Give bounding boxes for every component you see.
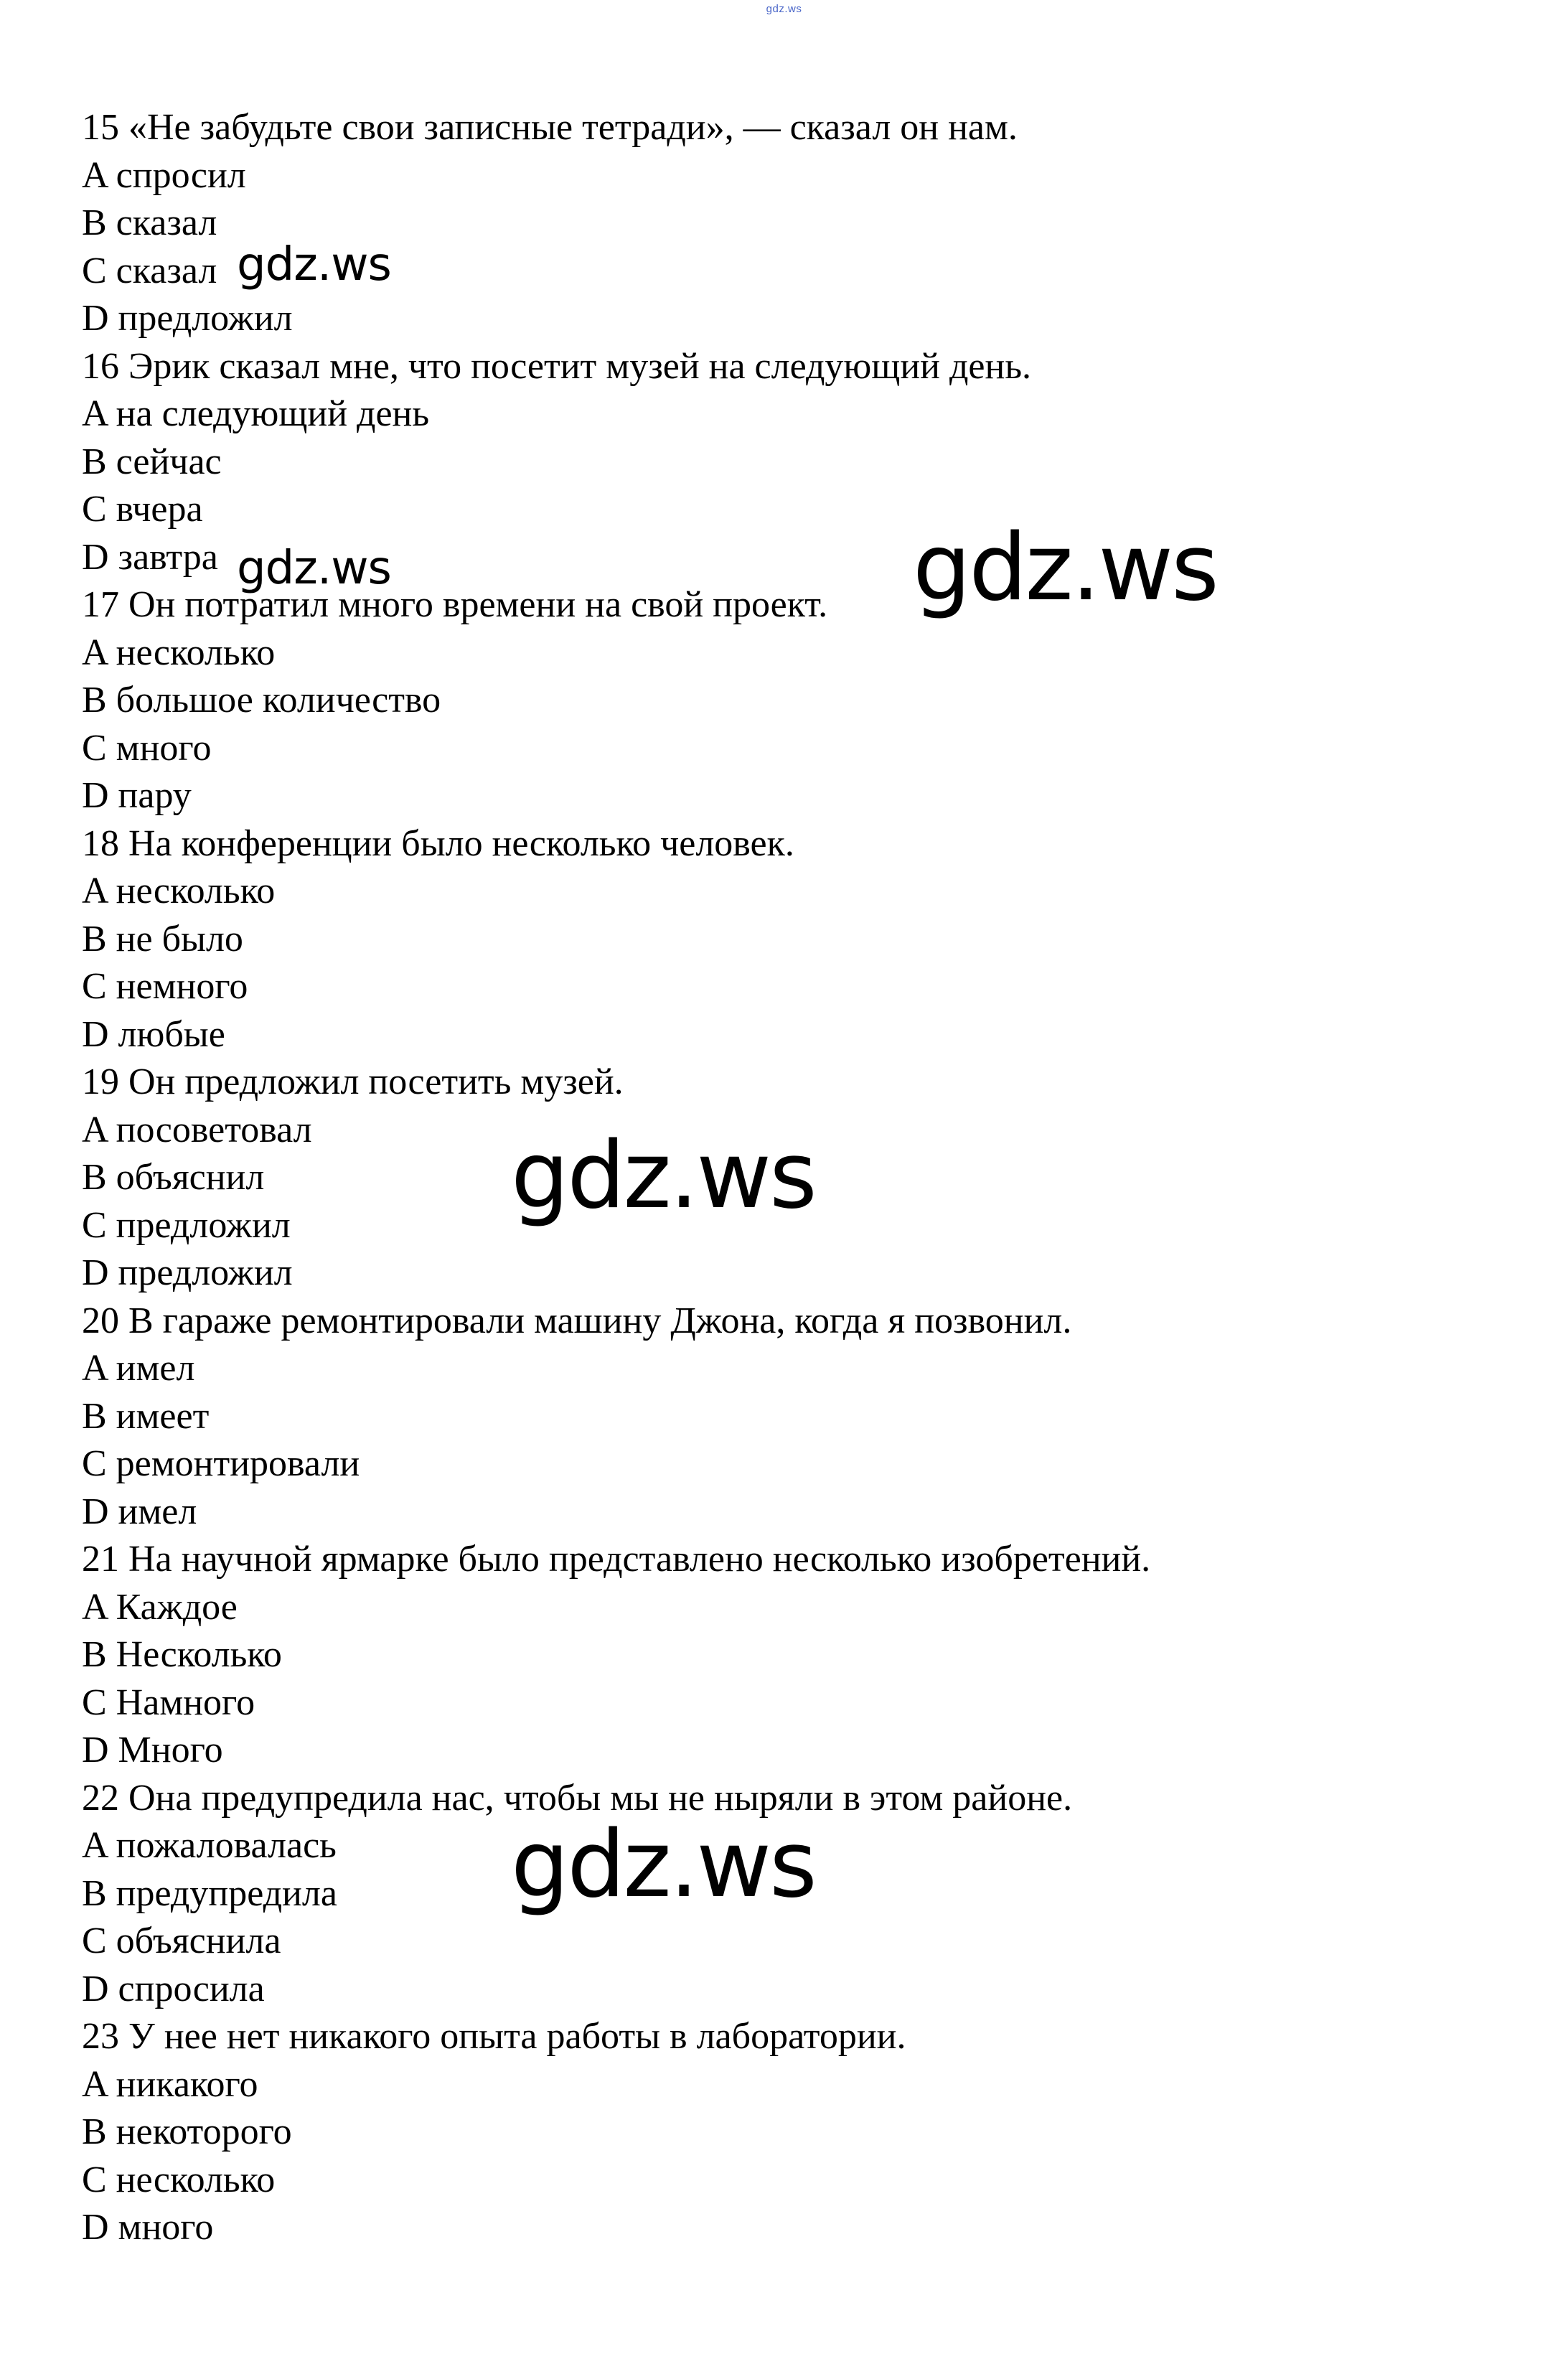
answer-option: B имеет bbox=[82, 1395, 210, 1437]
answer-option: D много bbox=[82, 2207, 214, 2248]
answer-option: A никакого bbox=[82, 2063, 258, 2105]
answer-option: B объяснил bbox=[82, 1157, 265, 1198]
answer-option: B большое количество bbox=[82, 680, 441, 721]
answer-option: B сказал bbox=[82, 202, 217, 243]
answer-option: D пару bbox=[82, 775, 192, 816]
answer-option: A спросил bbox=[82, 154, 246, 196]
answer-option: A несколько bbox=[82, 871, 276, 911]
question-text: 20 В гараже ремонтировали машину Джона, когда я позвонил. bbox=[82, 1300, 1072, 1341]
question-text: 18 На конференции было несколько человек. bbox=[82, 822, 794, 864]
question-text: 17 Он потратил много времени на свой проект. bbox=[82, 584, 828, 625]
answer-option: B предупредила bbox=[82, 1872, 337, 1914]
answer-option: A имел bbox=[82, 1348, 195, 1389]
answer-option: D предложил bbox=[82, 298, 293, 339]
answer-option: B сейчас bbox=[82, 441, 222, 482]
answer-option: B некоторого bbox=[82, 2111, 292, 2152]
answer-option: C ремонтировали bbox=[82, 1443, 360, 1484]
watermark: gdz.ws bbox=[913, 515, 1217, 621]
watermark: gdz.ws bbox=[237, 542, 391, 595]
question-text: 22 Она предупредила нас, чтобы мы не ныряли в этом районе. bbox=[82, 1777, 1073, 1819]
question-text: 16 Эрик сказал мне, что посетит музей на следующий день. bbox=[82, 345, 1032, 387]
question-text: 19 Он предложил посетить музей. bbox=[82, 1061, 624, 1102]
answer-option: D спросила bbox=[82, 1968, 265, 2009]
answer-option: B Несколько bbox=[82, 1634, 282, 1675]
answer-option: D предложил bbox=[82, 1252, 293, 1293]
answer-option: C вчера bbox=[82, 489, 203, 530]
answer-option: C объяснила bbox=[82, 1920, 281, 1961]
answer-option: D Много bbox=[82, 1730, 223, 1770]
watermark: gdz.ws bbox=[237, 238, 391, 291]
answer-option: A на следующий день bbox=[82, 393, 430, 434]
site-mark: gdz.ws bbox=[766, 3, 802, 15]
answer-option: C Намного bbox=[82, 1681, 255, 1723]
answer-option: A несколько bbox=[82, 632, 276, 673]
answer-option: B не было bbox=[82, 918, 243, 960]
question-text: 15 «Не забудьте свои записные тетради», — сказал он нам. bbox=[82, 107, 1018, 148]
answer-option: C несколько bbox=[82, 2159, 276, 2200]
answer-option: D имел bbox=[82, 1491, 197, 1532]
answer-option: D завтра bbox=[82, 536, 218, 578]
answer-option: A пожаловалась bbox=[82, 1825, 337, 1866]
answer-option: C сказал bbox=[82, 250, 217, 291]
answer-option: C предложил bbox=[82, 1204, 291, 1246]
answer-option: A посоветовал bbox=[82, 1109, 312, 1150]
answer-option: C много bbox=[82, 727, 212, 769]
watermark: gdz.ws bbox=[511, 1122, 815, 1229]
answer-option: A Каждое bbox=[82, 1586, 238, 1628]
question-text: 21 На научной ярмарке было представлено несколько изобретений. bbox=[82, 1539, 1151, 1580]
answer-option: D любые bbox=[82, 1013, 225, 1055]
question-text: 23 У нее нет никакого опыта работы в лаборатории. bbox=[82, 2016, 906, 2057]
watermark: gdz.ws bbox=[511, 1811, 815, 1918]
answer-option: C немного bbox=[82, 966, 248, 1007]
